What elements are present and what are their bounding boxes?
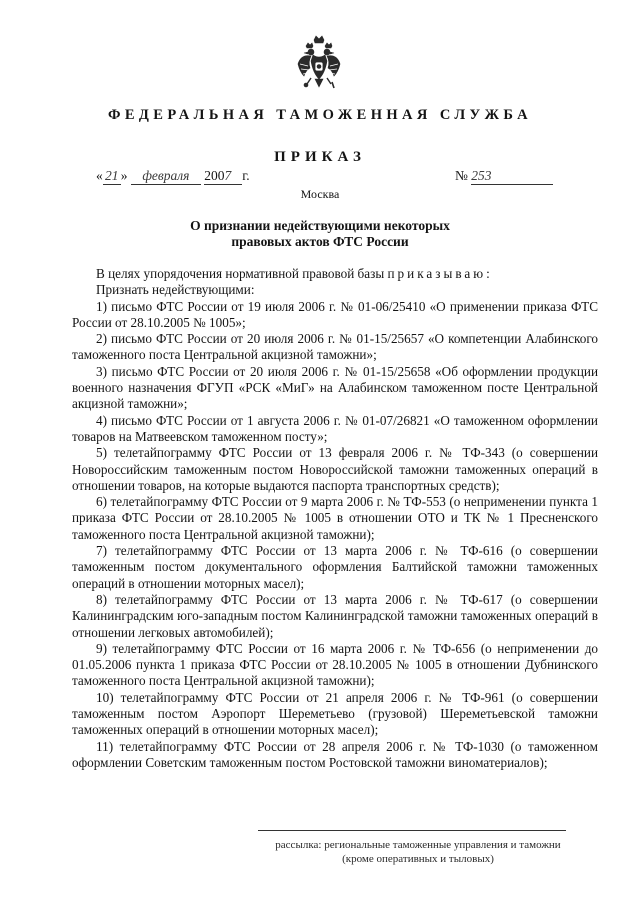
preamble xyxy=(72,266,598,282)
subject-line-2: правовых актов ФТС России xyxy=(231,234,409,249)
order-body xyxy=(72,266,598,771)
subject-line-1: О признании недействующими некоторых xyxy=(190,218,450,233)
list-item: 7) телетайпограмму ФТС России от 13 марта 2006 г. № ТФ-616 (о совершении таможенным постом документального оформления Балтийской таможни таможенных операций в отношении моторных масел); xyxy=(72,543,598,591)
list-item: 5) телетайпограмму ФТС России от 13 февраля 2006 г. № ТФ-343 (о совершении Новороссийским таможенным постом Новороссийской таможни таможенных операций в отношении товаров, на которые выдаются паспорта транспортных средств); xyxy=(72,445,598,493)
list-item: 3) письмо ФТС России от 20 июля 2006 г. № 01-15/25658 «Об оформлении продукции военного назначения ФГУП «РСК «МиГ» на Алабинском таможенном посте Центральной акцизной таможни»; xyxy=(72,363,598,412)
order-date xyxy=(96,168,250,185)
list-item: 4) письмо ФТС России от 1 августа 2006 г. № 01-07/26821 «О таможенном оформлении товаров на Матвеевском таможенном посту»; xyxy=(72,412,598,444)
date-day: 21 xyxy=(103,168,121,185)
list-item: 2) письмо ФТС России от 20 июля 2006 г. № 01-15/25657 «О компетенции Алабинского таможенного поста Центральной акцизной таможни»; xyxy=(72,331,598,363)
order-city: Москва xyxy=(300,187,340,201)
date-open-quote: « xyxy=(96,168,103,183)
list-item: 11) телетайпограмму ФТС России от 28 апреля 2006 г. № ТФ-1030 (о таможенном оформлении Советским таможенным постом Ростовской таможни виноматериалов); xyxy=(72,738,598,770)
eagle-emblem-icon xyxy=(296,34,342,94)
preamble-lead: Признать недействующими: xyxy=(96,282,255,298)
list-item: 9) телетайпограмму ФТС России от 16 марта 2006 г. № ТФ-656 (о неприменении до 01.05.2006 пункта 1 приказа ФТС России от 28.10.2005 № 1005 в отношении Дубнинского таможенного поста Центральной акцизной таможни); xyxy=(72,640,598,689)
date-year-end: г. xyxy=(242,168,250,183)
distribution-note xyxy=(258,838,578,866)
list-item: 6) телетайпограмму ФТС России от 9 марта 2006 г. № ТФ-553 (о неприменении пункта 1 приказа ФТС России от 28.10.2005 № 1005 в отношении ОТО и ТК № 1 Пресненского таможенного поста Центральной акцизной таможни); xyxy=(72,494,598,542)
number-label: № xyxy=(455,168,468,183)
date-close-quote: » xyxy=(120,168,128,183)
preamble-text: В целях упорядочения нормативной правовой базы xyxy=(96,266,385,281)
list-item: 1) письмо ФТС России от 19 июля 2006 г. № 01-06/25410 «О применении приказа ФТС России от 28.10.2005 № 1005»; xyxy=(72,298,598,330)
order-title: ПРИКАЗ xyxy=(274,149,366,165)
preamble-command: приказываю: xyxy=(387,266,493,281)
order-number xyxy=(455,168,553,185)
list-item: 10) телетайпограмму ФТС России от 21 апреля 2006 г. № ТФ-961 (о совершении таможенным постом Аэропорт Шереметьево (грузовой) Шереметьевской таможни таможенных операций в отношении моторных масел); xyxy=(72,689,598,738)
distribution-line-1: рассылка: региональные таможенные управления и таможни xyxy=(275,839,561,851)
distribution-line-2: (кроме оперативных и тыловых) xyxy=(342,853,494,865)
footer-divider xyxy=(258,830,566,831)
date-year-suffix: 7 xyxy=(224,168,232,183)
organization-name: ФЕДЕРАЛЬНАЯ ТАМОЖЕННАЯ СЛУЖБА xyxy=(107,107,532,123)
order-subject xyxy=(150,218,490,250)
date-year-prefix: 200 xyxy=(204,168,225,183)
list-item: 8) телетайпограмму ФТС России от 13 марта 2006 г. № ТФ-617 (о совершении Калининградским юго-западным постом Калининградской таможни таможенных операций в отношении легковых автомобилей); xyxy=(72,591,598,640)
number-value: 253 xyxy=(471,168,553,185)
date-month: февраля xyxy=(131,168,201,185)
